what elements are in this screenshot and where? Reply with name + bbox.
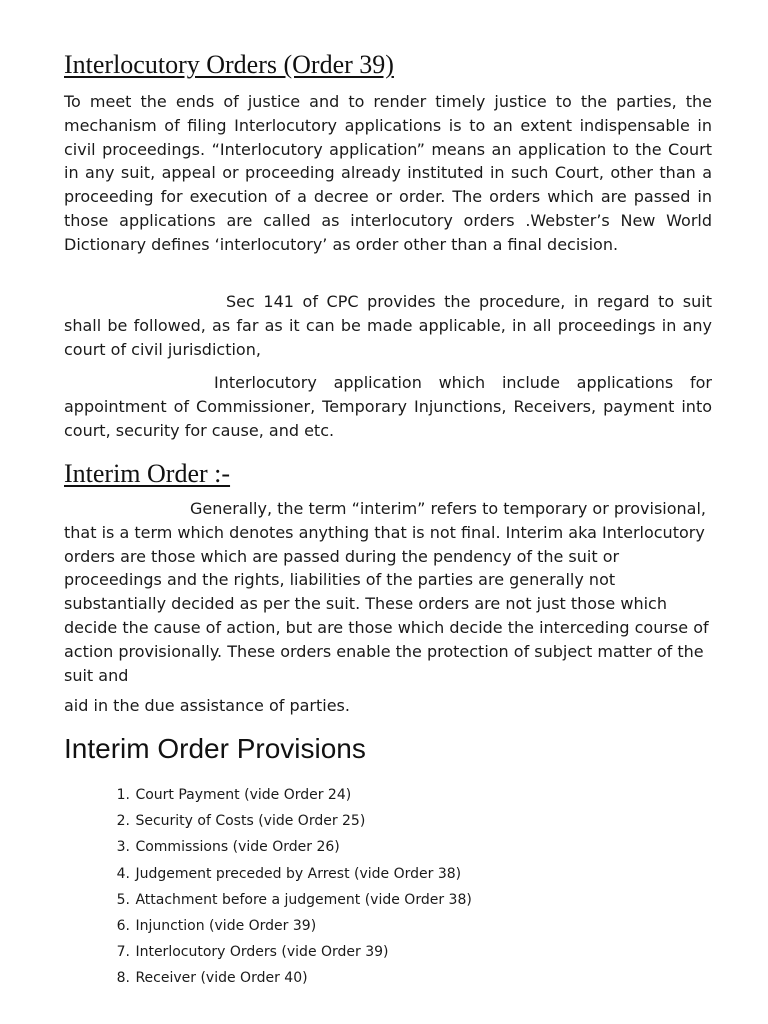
heading-interlocutory-orders: Interlocutory Orders (Order 39) [64, 50, 394, 79]
heading-interim-order-provisions: Interim Order Provisions [64, 733, 366, 764]
paragraph-interlocutory-application: Interlocutory application which include applications for appointment of Commissioner, Temporary Injunctions, Receivers, payment into court, security for cause, and etc. [64, 373, 712, 440]
list-item: 6. Injunction (vide Order 39) [116, 918, 317, 935]
list-item: 1. Court Payment (vide Order 24) [116, 787, 352, 803]
list-item: 8. Receiver (vide Order 40) [116, 970, 308, 987]
list-item: 4. Judgement preceded by Arrest (vide Order 38) [116, 865, 462, 882]
list-item: 2. Security of Costs (vide Order 25) [116, 813, 366, 830]
paragraph-interlocutory-intro: To meet the ends of justice and to render timely justice to the parties, the mechanism of filing Interlocutory applications is to an extent indispensable in civil proceedings. “Interlocutory application” means an application to the Court in any suit, appeal or proceeding already instituted in such Court, other than a proceeding for execution of a decree or order. The orders which are passed in those applications are called as interlocutory orders .Webster’s New World Dictionary defines ‘interlocutory’ as order other than a final decision. [64, 92, 712, 254]
list-item: 5. Attachment before a judgement (vide Order 38) [116, 891, 472, 908]
provisions-list [106, 782, 472, 992]
list-item: 7. Interlocutory Orders (vide Order 39) [116, 944, 389, 961]
paragraph-interim-last-line: aid in the due assistance of parties. [64, 696, 350, 715]
list-item: 3. Commissions (vide Order 26) [116, 839, 340, 856]
heading-interim-order: Interim Order :- [64, 459, 231, 488]
paragraph-interim-definition: Generally, the term “interim” refers to temporary or provisional, that is a term which denotes anything that is not final. Interim aka Interlocutory orders are those which are passed during the pendency of the suit or proceedings and the rights, liabilities of the parties are generally not substantially decided as per the suit. These orders are not just those which decide the cause of action, but are those which decide the interceding course of action provisionally. These orders enable the protection of subject matter of the suit and [64, 499, 709, 685]
paragraph-sec-141: Sec 141 of CPC provides the procedure, in regard to suit shall be followed, as far as it can be made applicable, in all proceedings in any court of civil jurisdiction, [64, 292, 712, 359]
